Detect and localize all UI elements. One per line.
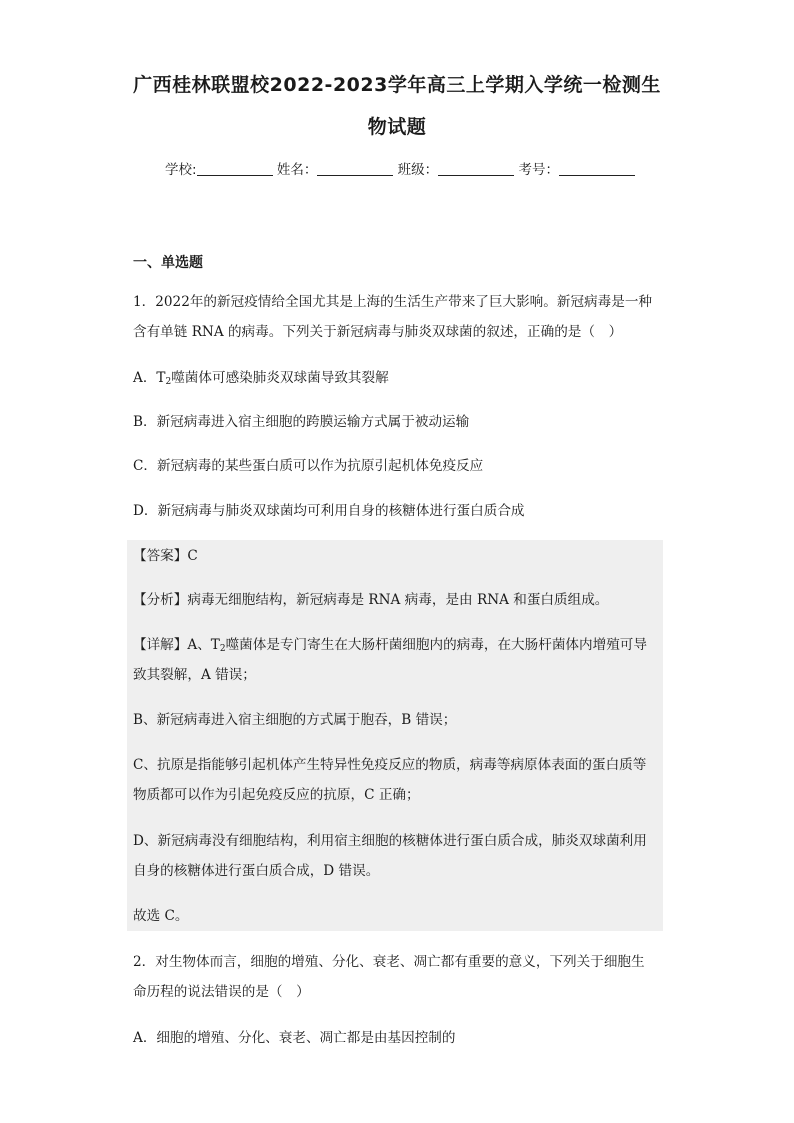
- q1-option-a-prefix: A．T: [133, 370, 166, 386]
- q1-detail-subscript: 2: [219, 644, 226, 654]
- q1-detail-d-line1: D、新冠病毒没有细胞结构，利用宿主细胞的核糖体进行蛋白质合成，肺炎双球菌利用: [133, 833, 647, 849]
- name-label: 姓名：: [276, 162, 318, 178]
- q1-detail-d-line2: 自身的核糖体进行蛋白质合成，D 错误。: [133, 863, 380, 879]
- exam-number-label: 考号：: [518, 162, 559, 178]
- section-heading: 一、单选题: [133, 255, 203, 271]
- exam-number-blank: [559, 163, 635, 176]
- q1-detail-text: 噬菌体是专门寄生在大肠杆菌细胞内的病毒，在大肠杆菌体内增殖可导: [225, 637, 647, 653]
- q1-option-a-text: 噬菌体可感染肺炎双球菌导致其裂解: [171, 370, 389, 386]
- q1-analysis: 【分析】病毒无细胞结构，新冠病毒是 RNA 病毒，是由 RNA 和蛋白质组成。: [133, 592, 609, 608]
- q1-detail-line2: 致其裂解，A 错误；: [133, 667, 256, 683]
- school-label: 学校:: [165, 162, 197, 178]
- page-title-continued: 物试题: [367, 116, 427, 138]
- page-title: 广西桂林联盟校2022-2023学年高三上学期入学统一检测生: [133, 74, 661, 96]
- school-blank: [197, 163, 273, 176]
- q1-detail-c-line1: C、抗原是指能够引起机体产生特异性免疫反应的物质，病毒等病原体表面的蛋白质等: [133, 757, 647, 773]
- q1-detail-b: B、新冠病毒进入宿主细胞的方式属于胞吞，B 错误；: [133, 712, 457, 728]
- q1-answer: 【答案】C: [133, 548, 198, 564]
- q1-detail-prefix: 【详解】A、T: [133, 637, 220, 653]
- q2-option-a: A．细胞的增殖、分化、衰老、凋亡都是由基因控制的: [133, 1030, 456, 1046]
- q1-conclusion: 故选 C。: [133, 908, 189, 924]
- q1-option-d: D．新冠病毒与肺炎双球菌均可利用自身的核糖体进行蛋白质合成: [133, 503, 525, 519]
- q1-detail-line1: [133, 631, 663, 664]
- q1-stem-line1: 1．2022年的新冠疫情给全国尤其是上海的生活生产带来了巨大影响。新冠病毒是一种: [133, 294, 653, 310]
- q1-option-a-subscript: 2: [165, 377, 172, 387]
- name-blank: [317, 163, 393, 176]
- q1-option-b: B．新冠病毒进入宿主细胞的跨膜运输方式属于被动运输: [133, 414, 470, 430]
- q1-option-c: C．新冠病毒的某些蛋白质可以作为抗原引起机体免疫反应: [133, 458, 484, 474]
- q1-detail-c-line2: 物质都可以作为引起免疫反应的抗原，C 正确；: [133, 787, 420, 803]
- q2-stem-line2: 命历程的说法错误的是（ ）: [133, 984, 310, 1000]
- class-label: 班级：: [397, 162, 439, 178]
- class-blank: [438, 163, 514, 176]
- student-info-row: [165, 158, 635, 178]
- q1-option-a: [133, 364, 663, 397]
- q2-stem-line1: 2．对生物体而言，细胞的增殖、分化、衰老、凋亡都有重要的意义，下列关于细胞生: [133, 954, 645, 970]
- q1-stem-line2: 含有单链 RNA 的病毒。下列关于新冠病毒与肺炎双球菌的叙述，正确的是（ ）: [133, 324, 623, 340]
